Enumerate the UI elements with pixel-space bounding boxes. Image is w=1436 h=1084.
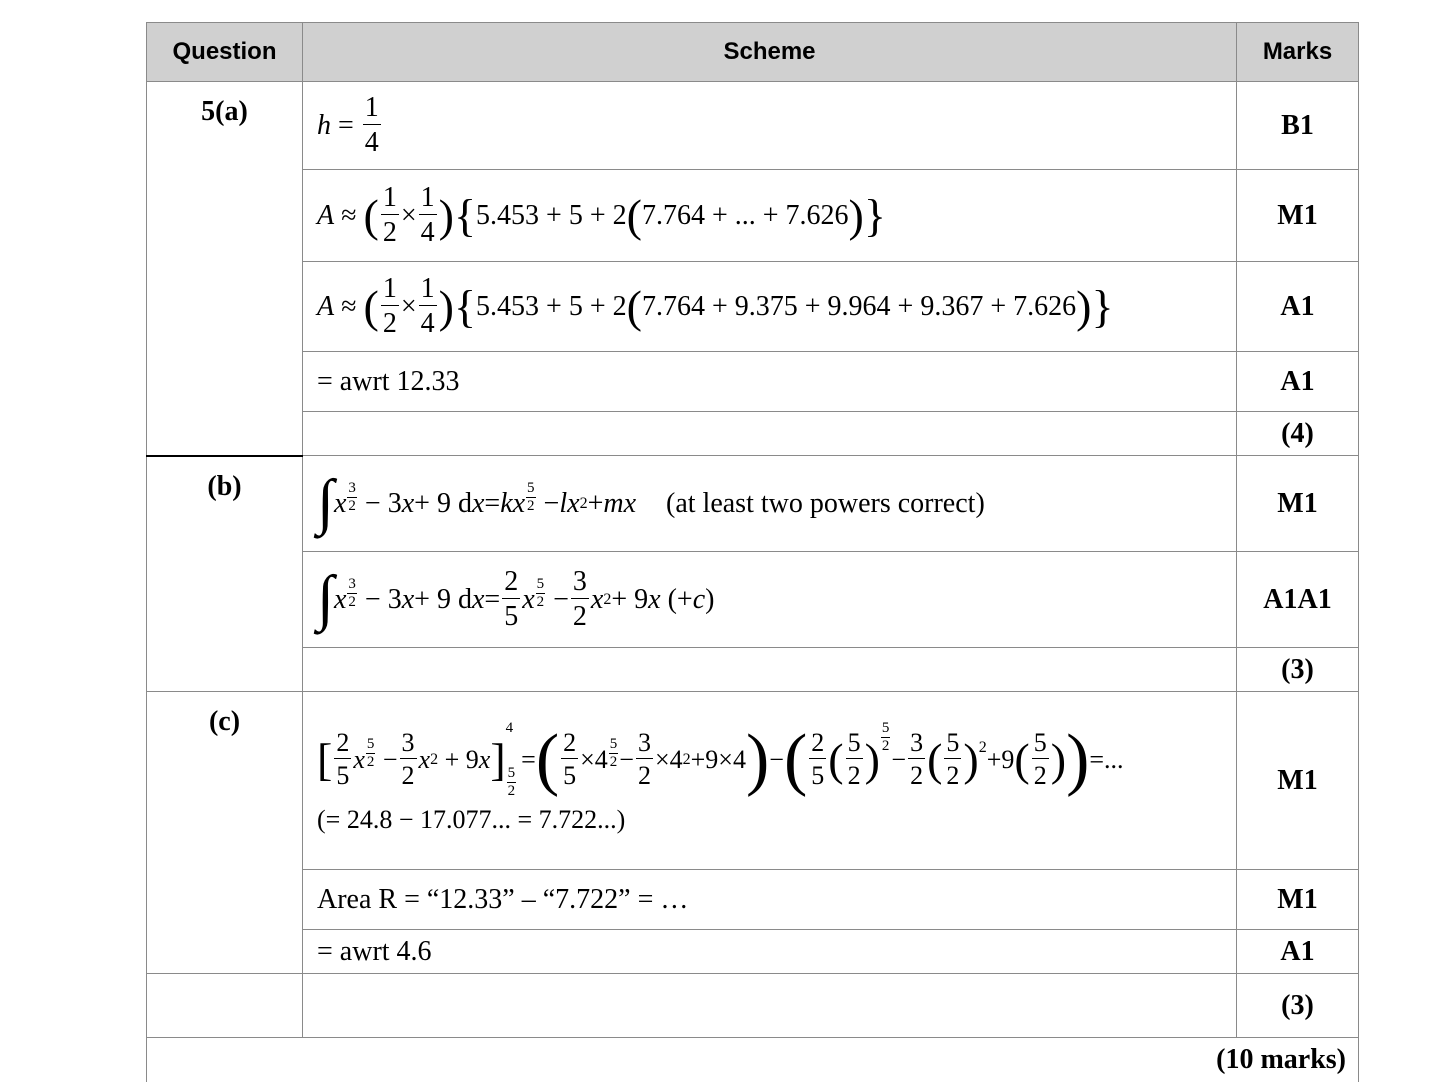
subtotal-c: (3) — [1237, 974, 1359, 1038]
mark-scheme-table — [146, 22, 1359, 1082]
scheme-c-2: Area R = “12.33” – “7.722” = … — [303, 870, 1237, 930]
scheme-c-1: [ $\frac{2}{5}$ x 5 2 − $\frac{3}{2}$ x 2 + 9 x ] 4 5 2 = ( $\frac{2}{5}$ ×4 5 2 − $\frac{3}{2}$ ×4 2 +9×4 ) − ( $\frac{2}{5}$ ( $\frac{5}{2}$ ) 5 2 − $\frac{3}{2}$ ( $\frac{5}{2}$ ) $^2$ +9 ( $\frac{5}{2}$ ) ) =... (= 24.8 − 17.077... = 7.722...) — [303, 692, 1237, 870]
mark-b-1: M1 — [1237, 456, 1359, 552]
table-row — [147, 352, 1359, 412]
table-row — [147, 456, 1359, 552]
question-label-c: (c) — [147, 692, 303, 974]
scheme-c-3: = awrt 4.6 — [303, 930, 1237, 974]
header-row — [147, 23, 1359, 82]
scheme-a-2: A ≈ ( $\frac{1}{2}$ × $\frac{1}{4}$ ) { 5.453 + 5 + 2 ( 7.764 + ... + 7.626 ) } — [303, 170, 1237, 262]
scheme-b-1: ∫ x 3 2 − 3 x + 9 d x = kx 5 2 − lx 2 + mx (at least two powers correct) — [303, 456, 1237, 552]
scheme-a-3: A ≈ ( $\frac{1}{2}$ × $\frac{1}{4}$ ) { 5.453 + 5 + 2 ( 7.764 + 9.375 + 9.964 + 9.367 + 7.626 ) } — [303, 262, 1237, 352]
table-row — [147, 170, 1359, 262]
table-row — [147, 412, 1359, 456]
total-marks: (10 marks) — [147, 1038, 1359, 1082]
scheme-a-4: = awrt 12.33 — [303, 352, 1237, 412]
scheme-c-blank — [303, 974, 1237, 1038]
scheme-b-1-note: (at least two powers correct) — [666, 487, 985, 519]
table-row — [147, 262, 1359, 352]
table-row — [147, 648, 1359, 692]
question-blank-c — [147, 974, 303, 1038]
table-row — [147, 82, 1359, 170]
question-label-b: (b) — [147, 456, 303, 692]
table-row — [147, 692, 1359, 870]
mark-a-3: A1 — [1237, 262, 1359, 352]
table-row — [147, 552, 1359, 648]
total-row — [147, 1038, 1359, 1082]
table-row — [147, 974, 1359, 1038]
mark-c-2: M1 — [1237, 870, 1359, 930]
mark-c-1: M1 — [1237, 692, 1359, 870]
mark-a-4: A1 — [1237, 352, 1359, 412]
header-scheme: Scheme — [303, 23, 1237, 82]
mark-a-1: B1 — [1237, 82, 1359, 170]
scheme-a-blank — [303, 412, 1237, 456]
table-row — [147, 930, 1359, 974]
scheme-a-1: h = $\frac{1}{4}$ — [303, 82, 1237, 170]
scheme-c-1-line2: (= 24.8 − 17.077... = 7.722...) — [317, 804, 626, 834]
header-question: Question — [147, 23, 303, 82]
mark-c-3: A1 — [1237, 930, 1359, 974]
mark-b-2: A1A1 — [1237, 552, 1359, 648]
subtotal-a: (4) — [1237, 412, 1359, 456]
question-label-a: 5(a) — [147, 82, 303, 456]
table-row — [147, 870, 1359, 930]
scheme-b-blank — [303, 648, 1237, 692]
subtotal-b: (3) — [1237, 648, 1359, 692]
scheme-b-2: ∫ x 3 2 − 3 x + 9 d x = $\frac{2}{5}$ x 5 2 − $\frac{3}{2}$ x 2 + 9 x (+ c ) — [303, 552, 1237, 648]
header-marks: Marks — [1237, 23, 1359, 82]
mark-a-2: M1 — [1237, 170, 1359, 262]
